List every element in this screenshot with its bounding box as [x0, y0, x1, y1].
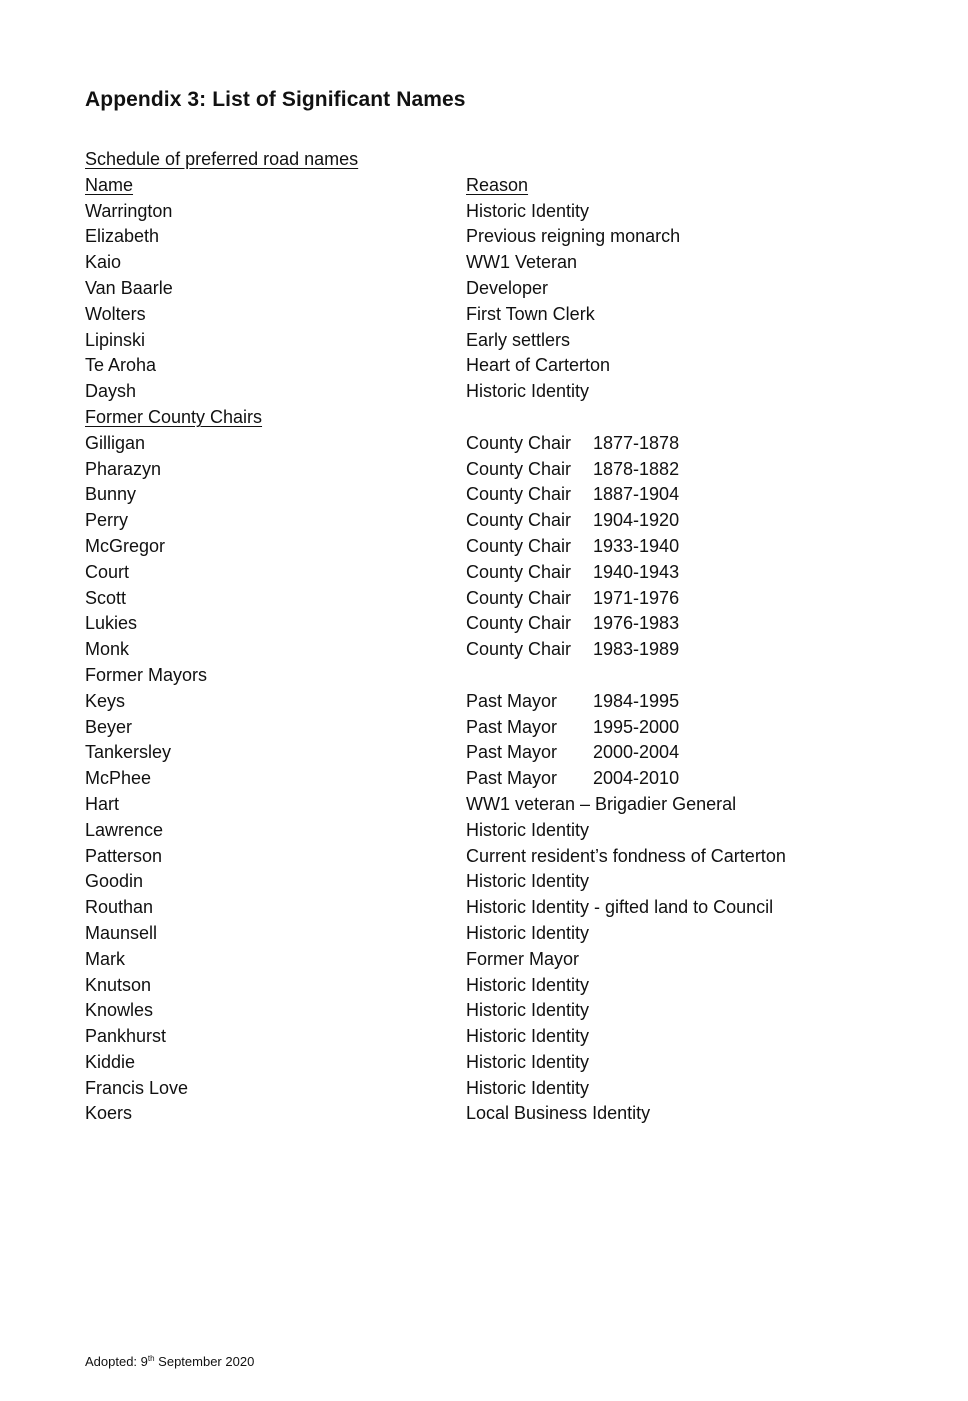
years-text: 1877-1878: [593, 432, 680, 453]
reason-cell: [466, 689, 885, 715]
reason-text: Previous reigning monarch: [466, 226, 681, 247]
road-name: Koers: [85, 1103, 133, 1124]
road-name: Knutson: [85, 974, 152, 995]
role-text: Past Mayor: [466, 768, 558, 789]
role-text: County Chair: [466, 639, 572, 660]
road-name: Elizabeth: [85, 226, 160, 247]
reason-text: Historic Identity: [466, 1000, 590, 1021]
footer-superscript: th: [147, 1354, 155, 1363]
list-item: [85, 302, 885, 328]
reason-text: Early settlers: [466, 329, 571, 350]
reason-column-header: Reason: [466, 174, 529, 195]
list-item: [85, 353, 885, 379]
years-text: 1904-1920: [593, 510, 680, 531]
name-column-header-cell: [85, 173, 466, 199]
road-name: McPhee: [85, 768, 152, 789]
years-text: 2000-2004: [593, 742, 680, 763]
county-heading-row: [85, 405, 885, 431]
reason-cell: [466, 740, 885, 766]
list-item: [85, 998, 885, 1024]
reason-text: Historic Identity: [466, 1026, 590, 1047]
road-name: Tankersley: [85, 742, 172, 763]
road-name: McGregor: [85, 535, 166, 556]
reason-text: Heart of Carterton: [466, 355, 611, 376]
road-name: Bunny: [85, 484, 137, 505]
years-text: 1971-1976: [593, 587, 680, 608]
reason-text: Historic Identity: [466, 922, 590, 943]
schedule-heading: Schedule of preferred road names: [85, 149, 359, 169]
role-text: County Chair: [466, 613, 572, 634]
former-mayors-heading: Former Mayors: [85, 664, 208, 685]
reason-text: Historic Identity: [466, 819, 590, 840]
list-item: [85, 715, 885, 741]
reason-text: Historic Identity: [466, 974, 590, 995]
names-table: [85, 147, 885, 1127]
reason-text: WW1 Veteran: [466, 252, 578, 273]
county-chairs-heading: Former County Chairs: [85, 406, 263, 427]
years-text: 1983-1989: [593, 639, 680, 660]
road-name: Goodin: [85, 871, 144, 892]
reason-cell: [466, 560, 885, 586]
role-text: County Chair: [466, 535, 572, 556]
list-item: [85, 586, 885, 612]
years-text: 1933-1940: [593, 535, 680, 556]
list-item: [85, 844, 885, 870]
role-text: County Chair: [466, 561, 572, 582]
reason-text: Historic Identity: [466, 1077, 590, 1098]
footer-suffix: September 2020: [154, 1354, 255, 1369]
years-text: 1940-1943: [593, 561, 680, 582]
list-item: [85, 947, 885, 973]
list-item: [85, 431, 885, 457]
road-name: Patterson: [85, 845, 163, 866]
reason-cell: [466, 637, 885, 663]
preferred-names-list: [85, 199, 885, 405]
adopted-footer: [85, 1354, 254, 1369]
additional-names-list: [85, 792, 885, 1127]
list-item: [85, 250, 885, 276]
road-name: Francis Love: [85, 1077, 189, 1098]
list-item: [85, 1076, 885, 1102]
page-title: Appendix 3: List of Significant Names: [85, 88, 466, 111]
list-item: [85, 379, 885, 405]
reason-cell: [466, 534, 885, 560]
road-name: Maunsell: [85, 922, 158, 943]
list-item: [85, 199, 885, 225]
reason-text: Local Business Identity: [466, 1103, 651, 1124]
road-name: Mark: [85, 948, 125, 969]
road-name: Keys: [85, 690, 126, 711]
road-name: Gilligan: [85, 432, 146, 453]
road-name: Daysh: [85, 381, 137, 402]
reason-column-header-cell: [466, 173, 885, 199]
years-text: 2004-2010: [593, 768, 680, 789]
reason-cell: [466, 586, 885, 612]
road-name: Hart: [85, 793, 120, 814]
name-column-header: Name: [85, 174, 134, 195]
list-item: [85, 1050, 885, 1076]
road-name: Wolters: [85, 303, 146, 324]
role-text: Past Mayor: [466, 690, 558, 711]
road-name: Warrington: [85, 200, 173, 221]
road-name: Kaio: [85, 252, 122, 273]
road-name: Perry: [85, 510, 129, 531]
role-text: County Chair: [466, 458, 572, 479]
list-item: [85, 921, 885, 947]
reason-text: Historic Identity: [466, 200, 590, 221]
list-item: [85, 740, 885, 766]
list-item: [85, 869, 885, 895]
list-item: [85, 792, 885, 818]
reason-text: Former Mayor: [466, 948, 580, 969]
list-item: [85, 637, 885, 663]
footer-prefix: Adopted: 9: [85, 1354, 148, 1369]
list-item: [85, 328, 885, 354]
reason-cell: [466, 766, 885, 792]
road-name: Beyer: [85, 716, 133, 737]
reason-text: Historic Identity: [466, 1051, 590, 1072]
road-name: Knowles: [85, 1000, 154, 1021]
road-name: Pharazyn: [85, 458, 162, 479]
road-name: Lukies: [85, 613, 138, 634]
reason-cell: [466, 457, 885, 483]
years-text: 1976-1983: [593, 613, 680, 634]
list-item: [85, 508, 885, 534]
road-name: Lawrence: [85, 819, 164, 840]
road-name: Pankhurst: [85, 1026, 167, 1047]
list-item: [85, 457, 885, 483]
reason-text: Historic Identity - gifted land to Council: [466, 897, 774, 918]
reason-text: Current resident’s fondness of Carterton: [466, 845, 786, 866]
reason-text: First Town Clerk: [466, 303, 595, 324]
role-text: County Chair: [466, 432, 572, 453]
mayors-heading-row: [85, 663, 885, 689]
years-text: 1878-1882: [593, 458, 680, 479]
reason-cell: [466, 715, 885, 741]
list-item: [85, 560, 885, 586]
years-text: 1887-1904: [593, 484, 680, 505]
years-text: 1995-2000: [593, 716, 680, 737]
former-mayors-list: [85, 689, 885, 792]
reason-cell: [466, 611, 885, 637]
role-text: County Chair: [466, 587, 572, 608]
county-chairs-list: [85, 431, 885, 663]
road-name: Kiddie: [85, 1051, 136, 1072]
reason-cell: [466, 431, 885, 457]
list-item: [85, 689, 885, 715]
road-name: Court: [85, 561, 130, 582]
road-name: Routhan: [85, 897, 154, 918]
list-item: [85, 766, 885, 792]
list-item: [85, 973, 885, 999]
reason-text: Historic Identity: [466, 871, 590, 892]
road-name: Monk: [85, 639, 130, 660]
list-item: [85, 1024, 885, 1050]
reason-cell: [466, 508, 885, 534]
list-item: [85, 224, 885, 250]
list-item: [85, 276, 885, 302]
road-name: Lipinski: [85, 329, 146, 350]
role-text: Past Mayor: [466, 742, 558, 763]
reason-text: Developer: [466, 277, 549, 298]
list-item: [85, 1101, 885, 1127]
list-item: [85, 895, 885, 921]
role-text: County Chair: [466, 484, 572, 505]
reason-cell: [466, 482, 885, 508]
reason-text: Historic Identity: [466, 381, 590, 402]
list-item: [85, 818, 885, 844]
reason-text: WW1 veteran – Brigadier General: [466, 793, 737, 814]
list-item: [85, 611, 885, 637]
road-name: Te Aroha: [85, 355, 157, 376]
list-item: [85, 482, 885, 508]
years-text: 1984-1995: [593, 690, 680, 711]
schedule-heading-row: [85, 147, 885, 173]
role-text: County Chair: [466, 510, 572, 531]
road-name: Van Baarle: [85, 277, 173, 298]
role-text: Past Mayor: [466, 716, 558, 737]
list-item: [85, 534, 885, 560]
column-header-row: [85, 173, 885, 199]
road-name: Scott: [85, 587, 127, 608]
